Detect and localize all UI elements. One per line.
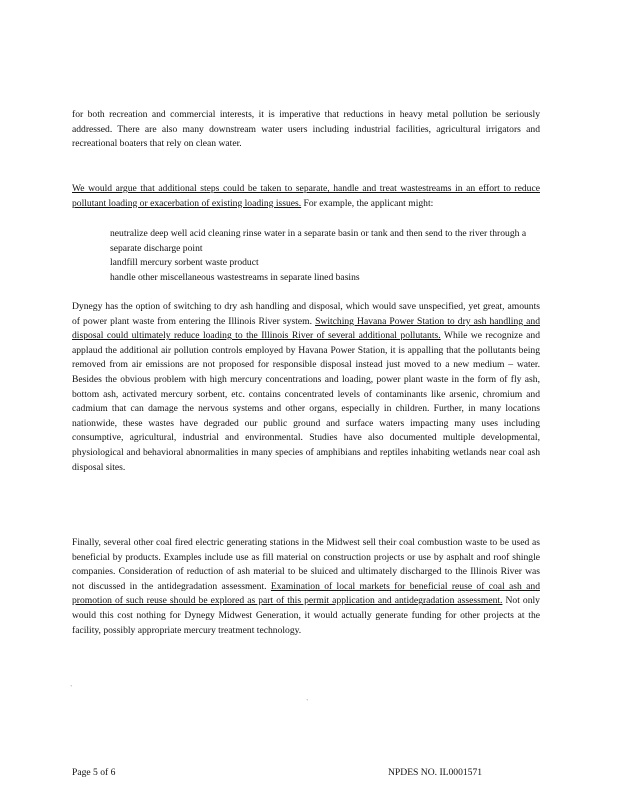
reuse-underlined-text: Examination of local markets for beneficial reuse of coal ash and promotion of such reuse should be explored as part of this permit application and antidegradation assessment. — [72, 580, 540, 607]
list-item — [72, 256, 540, 271]
list-item — [72, 227, 540, 256]
recommendation-list — [72, 227, 540, 285]
permit-number: NPDES NO. IL0001571 — [388, 767, 483, 778]
paragraph-intro: for both recreation and commercial interests, it is imperative that reductions in heavy metal pollution be seriously addressed. There are also many downstream water users including industrial facilities, agricultural irrigators and recreational boaters that rely on clean water. — [72, 109, 540, 150]
list-item — [72, 271, 540, 286]
argument-underlined-text: We would argue that additional steps could be taken to separate, handle and treat wastestreams in an effort to reduce pollutant loading or exacerbation of existing loading issues. — [72, 183, 540, 209]
reuse-closing-text: Not only would this cost nothing for Dynegy Midwest Generation, it would actually generate funding for other projects at the facility, possibly appropriate mercury treatment technology. — [72, 595, 540, 636]
paragraph-dry-ash — [72, 300, 540, 475]
dry-ash-underlined-text: Switching Havana Power Station to dry ash handling and disposal could ultimately reduce loading to the Illinois River of several additional pollutants. — [72, 315, 540, 342]
argument-tail-text: For example, the applicant might: — [303, 197, 434, 209]
list-item-text: landfill mercury sorbent waste product — [110, 257, 259, 269]
list-item-text: neutralize deep well acid cleaning rinse water in a separate basin or tank and then send to the river through a separate discharge point — [110, 228, 527, 254]
dry-ash-body-text: While we recognize and applaud the additional air pollution controls employed by Havana Power Station, it is appalling that the pollutants being removed from air emissions are not proposed for responsible disposal instead just moved to a new medium – water. Besides the obvious problem with high mercury concentrations and loading, power plant waste in the form of fly ash, bottom ash, activated mercury sorbent, etc. contains concentrated levels of contaminants like arsenic, chromium and cadmium that can damage the nervous systems and other organs, especially in children. Further, in many locations nationwide, these wastes have degraded our public ground and surface waters impacting many uses including consumptive, agricultural, industrial and environmental. Studies have also documented multiple developmental, physiological and behavioral abnormalities in many species of amphibians and reptiles inhabiting wetlands near coal ash disposal sites. — [72, 330, 540, 473]
reuse-intro-text: Finally, several other coal fired electric generating stations in the Midwest sell their coal combustion waste to be used as beneficial by products. Examples include use as fill material on construction projects or use by asphalt and roof shingle companies. Consideration of reduction of ash material to be sluiced and ultimately discharged to the Illinois River was not discussed in the antidegradation assessment. — [72, 537, 540, 592]
stray-mark: ` — [70, 684, 73, 693]
stray-mark: ` — [306, 698, 309, 707]
paragraph-argument — [72, 182, 540, 211]
list-item-text: handle other miscellaneous wastestreams in separate lined basins — [110, 271, 360, 283]
dry-ash-intro-text: Dynegy has the option of switching to dry ash handling and disposal, which would save unspecified, yet great, amounts of power plant waste from entering the Illinois River system. — [72, 301, 540, 327]
paragraph-beneficial-reuse — [72, 536, 540, 638]
page-number: Page 5 of 6 — [72, 767, 116, 778]
